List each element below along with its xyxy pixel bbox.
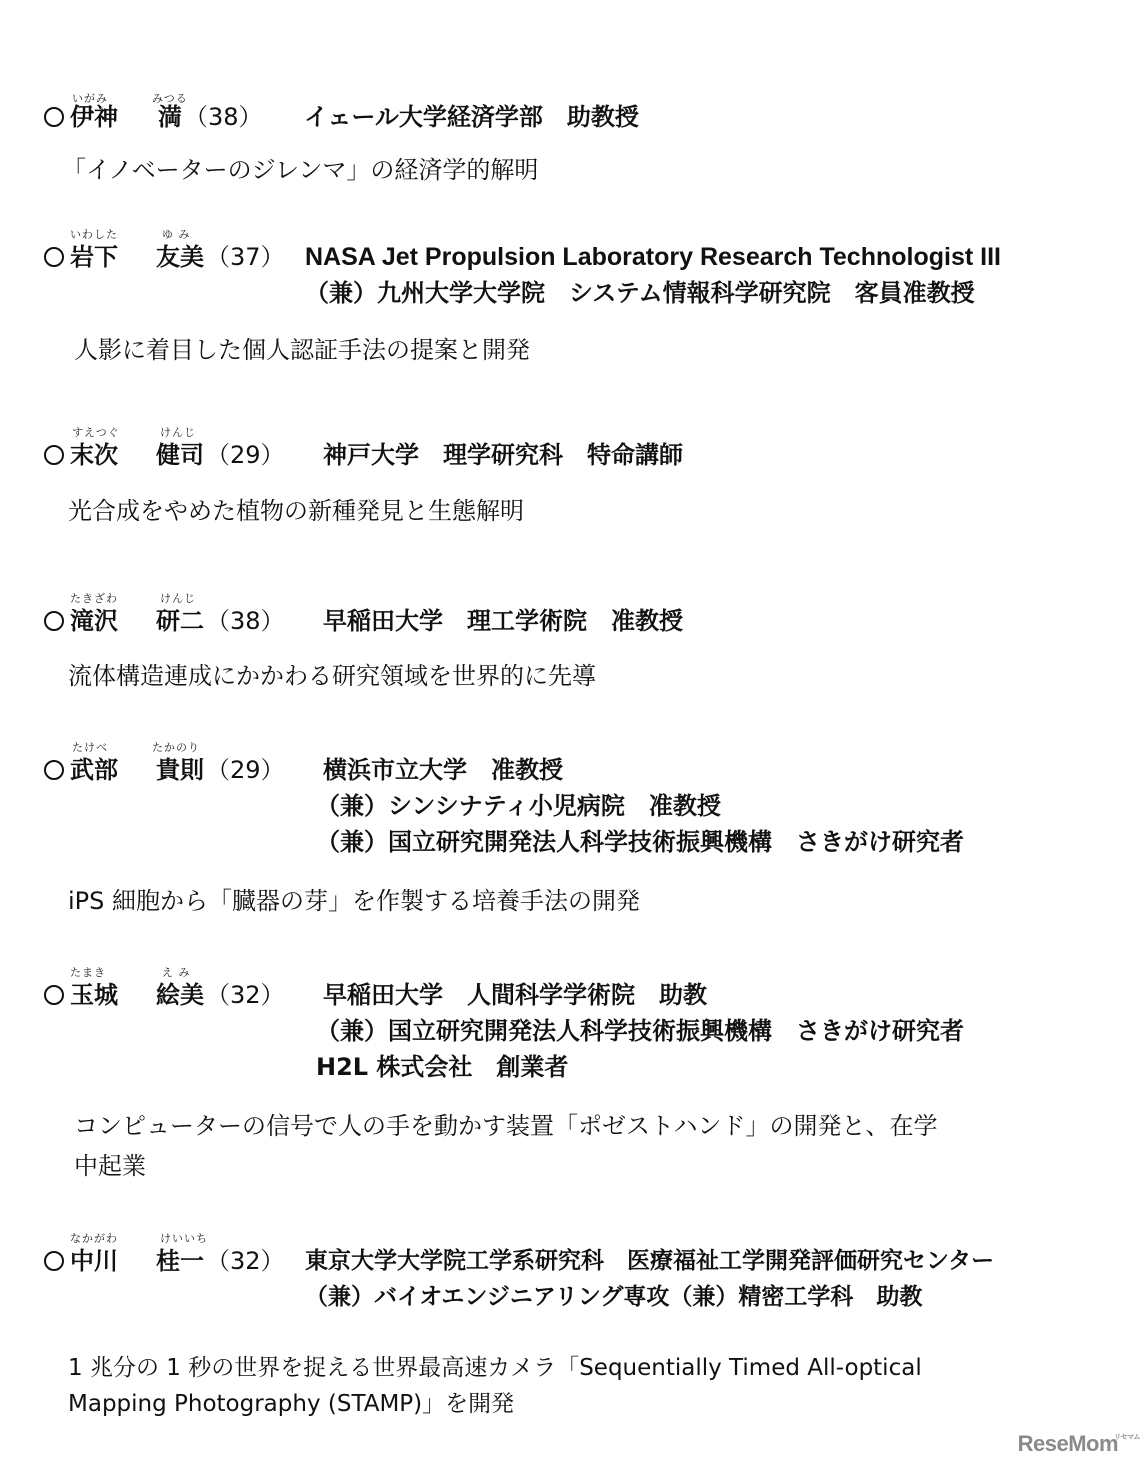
surname: 玉城 xyxy=(70,981,118,1009)
affiliation: NASA Jet Propulsion Laboratory Research Technologist III xyxy=(305,243,1001,271)
affiliation: （兼）国立研究開発法人科学技術振興機構 さきがけ研究者 xyxy=(316,828,964,856)
surname-ruby: たきざわ xyxy=(70,592,118,605)
surname: 岩下 xyxy=(70,243,118,271)
given-ruby: みつる xyxy=(152,92,188,105)
affiliation: 早稲田大学 理工学術院 准教授 xyxy=(323,607,683,635)
given-ruby: ゆ み xyxy=(162,228,191,241)
description: iPS 細胞から「臓器の芽」を作製する培養手法の開発 xyxy=(68,887,641,915)
affiliation: （兼）バイオエンジニアリング専攻（兼）精密工学科 助教 xyxy=(305,1284,923,1310)
description: 流体構造連成にかかわる研究領域を世界的に先導 xyxy=(68,662,596,690)
age: （32） xyxy=(206,981,285,1009)
resemom-watermark-logo xyxy=(1018,1431,1140,1457)
surname: 末次 xyxy=(70,441,118,469)
age: （29） xyxy=(206,441,285,469)
given-name: 桂一 xyxy=(156,1247,204,1275)
description: 光合成をやめた植物の新種発見と生態解明 xyxy=(68,497,524,525)
given-name: 研二 xyxy=(156,607,204,635)
affiliation: （兼）国立研究開発法人科学技術振興機構 さきがけ研究者 xyxy=(316,1017,964,1045)
circle-bullet-icon xyxy=(44,107,64,127)
surname-ruby: たけべ xyxy=(72,741,108,754)
age: （29） xyxy=(206,756,285,784)
given-name: 絵美 xyxy=(156,981,204,1009)
circle-bullet-icon xyxy=(44,1251,64,1271)
given-name: 貴則 xyxy=(156,756,204,784)
description: 1 兆分の 1 秒の世界を捉える世界最高速カメラ「Sequentially Timed All-optical xyxy=(68,1355,922,1381)
surname-ruby: たまき xyxy=(70,966,106,979)
surname-ruby: なかがわ xyxy=(70,1232,118,1245)
description: 中起業 xyxy=(74,1152,146,1180)
affiliation: 神戸大学 理学研究科 特命講師 xyxy=(323,441,683,469)
circle-bullet-icon xyxy=(44,247,64,267)
surname-ruby: いわした xyxy=(70,228,118,241)
circle-bullet-icon xyxy=(44,760,64,780)
watermark-ruby: リセマム xyxy=(1114,1434,1140,1441)
affiliation: イェール大学経済学部 助教授 xyxy=(304,103,639,131)
circle-bullet-icon xyxy=(44,611,64,631)
given-ruby: けんじ xyxy=(160,592,196,605)
given-name: 友美 xyxy=(156,243,204,271)
affiliation: （兼）シンシナティ小児病院 准教授 xyxy=(316,792,721,820)
surname: 武部 xyxy=(70,756,118,784)
description: 「イノベーターのジレンマ」の経済学的解明 xyxy=(62,156,539,184)
given-ruby: けんじ xyxy=(160,426,196,439)
description: 人影に着目した個人認証手法の提案と開発 xyxy=(74,336,530,364)
age: （37） xyxy=(206,243,285,271)
circle-bullet-icon xyxy=(44,445,64,465)
affiliation: 東京大学大学院工学系研究科 医療福祉工学開発評価研究センター xyxy=(305,1248,995,1274)
affiliation: 横浜市立大学 准教授 xyxy=(323,756,563,784)
surname: 伊神 xyxy=(70,103,118,131)
age: （38） xyxy=(206,607,285,635)
given-ruby: けいいち xyxy=(160,1232,208,1245)
description: Mapping Photography (STAMP)」を開発 xyxy=(68,1391,515,1417)
age: （32） xyxy=(206,1247,285,1275)
affiliation: 早稲田大学 人間科学学術院 助教 xyxy=(323,981,707,1009)
given-name: 健司 xyxy=(156,441,204,469)
surname: 滝沢 xyxy=(70,607,118,635)
affiliation: H2L 株式会社 創業者 xyxy=(316,1053,569,1081)
circle-bullet-icon xyxy=(44,985,64,1005)
watermark-text: ReseMom xyxy=(1017,1431,1119,1456)
surname-ruby: すえつぐ xyxy=(72,426,120,439)
given-ruby: え み xyxy=(162,966,191,979)
age: （38） xyxy=(184,103,263,131)
surname-ruby: いがみ xyxy=(72,92,108,105)
given-ruby: たかのり xyxy=(152,741,200,754)
affiliation: （兼）九州大学大学院 システム情報科学研究院 客員准教授 xyxy=(305,279,975,307)
description: コンピューターの信号で人の手を動かす装置「ポゼストハンド」の開発と、在学 xyxy=(74,1112,938,1140)
surname: 中川 xyxy=(70,1247,118,1275)
given-name: 満 xyxy=(158,103,182,131)
